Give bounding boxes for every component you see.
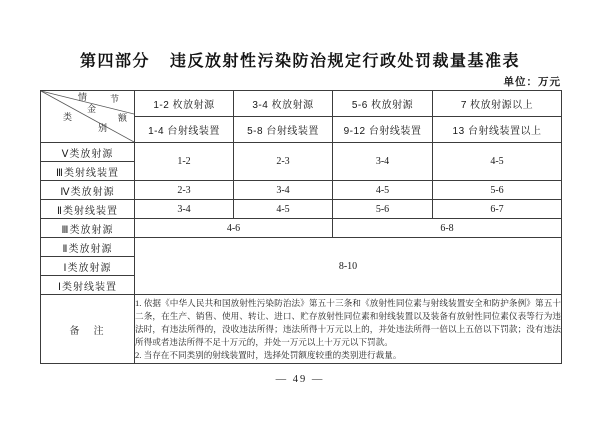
value-cell: 2-3 [234,143,333,181]
remarks-label: 备 注 [41,295,135,364]
value-cell: 3-4 [135,200,234,219]
row-label-i-device: Ⅰ类射线装置 [41,276,135,295]
remark-item-2: 2. 当存在不同类别的射线装置时，选择处罚额度较重的类别进行裁量。 [135,349,402,360]
page-title-main: 违反放射性污染防治规定行政处罚裁量基准表 [170,53,521,70]
corner-circumstance-char2: 节 [110,94,120,104]
remarks-content [135,295,562,364]
table-row [41,238,562,257]
value-cell-merged: 4-6 [135,219,333,238]
value-cell: 3-4 [333,143,433,181]
corner-diagonal-cell [41,91,135,143]
row-label-v-source: Ⅴ类放射源 [41,143,135,162]
table-row [41,219,562,238]
value-cell: 6-7 [433,200,562,219]
page-title-prefix: 第四部分 [79,53,150,70]
value-cell: 5-6 [433,181,562,200]
row-label-iii-device: Ⅲ类射线装置 [41,162,135,181]
value-cell: 4-5 [234,200,333,219]
corner-amount-char1: 金 [87,104,97,114]
header-row-sources [41,91,562,117]
remarks-row [41,295,562,364]
table-row [41,143,562,162]
page-number: — 49 — [275,374,325,385]
corner-amount-char2: 额 [118,113,128,123]
table-row [41,200,562,219]
col-header-devices-1: 1-4 台射线装置 [135,117,234,143]
col-header-sources-4: 7 枚放射源以上 [433,91,562,117]
value-cell: 1-2 [135,143,234,181]
row-label-ii-device: Ⅱ类射线装置 [41,200,135,219]
value-cell-merged-top-categories: 8-10 [135,238,562,295]
col-header-sources-3: 5-6 枚放射源 [333,91,433,117]
col-header-sources-1: 1-2 枚放射源 [135,91,234,117]
value-cell: 4-5 [433,143,562,181]
penalty-benchmark-table [40,90,562,364]
row-label-ii-source: Ⅱ类放射源 [41,238,135,257]
unit-label: 单位：万元 [503,76,561,88]
corner-circumstance-char1: 情 [78,92,88,102]
row-label-iii-source: Ⅲ类放射源 [41,219,135,238]
row-label-i-source: Ⅰ类放射源 [41,257,135,276]
page-title [0,48,600,71]
value-cell: 5-6 [333,200,433,219]
row-label-iv-source: Ⅳ类放射源 [41,181,135,200]
col-header-devices-4: 13 台射线装置以上 [433,117,562,143]
value-cell: 2-3 [135,181,234,200]
remark-item-1: 1. 依据《中华人民共和国放射性污染防治法》第五十三条和《放射性同位素与射线装置安全和防护条例》第五十二条，在生产、销售、使用、转让、进口、贮存放射性同位素和射线装置以及装备有放射性同位素仪表等行为违法时，有违法所得的，没收违法所得；违法所得十万元以上的，并处违法所得一倍以上五倍以下罚款；没有违法所得或者违法所得不足十万元的，并处一万元以上十万元以下罚款。 [135,297,561,347]
table-row [41,181,562,200]
col-header-devices-3: 9-12 台射线装置 [333,117,433,143]
corner-category-char1: 类 [63,112,73,122]
value-cell: 3-4 [234,181,333,200]
col-header-sources-2: 3-4 枚放射源 [234,91,333,117]
col-header-devices-2: 5-8 台射线装置 [234,117,333,143]
corner-category-char2: 别 [98,123,108,133]
value-cell-merged: 6-8 [333,219,562,238]
value-cell: 4-5 [333,181,433,200]
